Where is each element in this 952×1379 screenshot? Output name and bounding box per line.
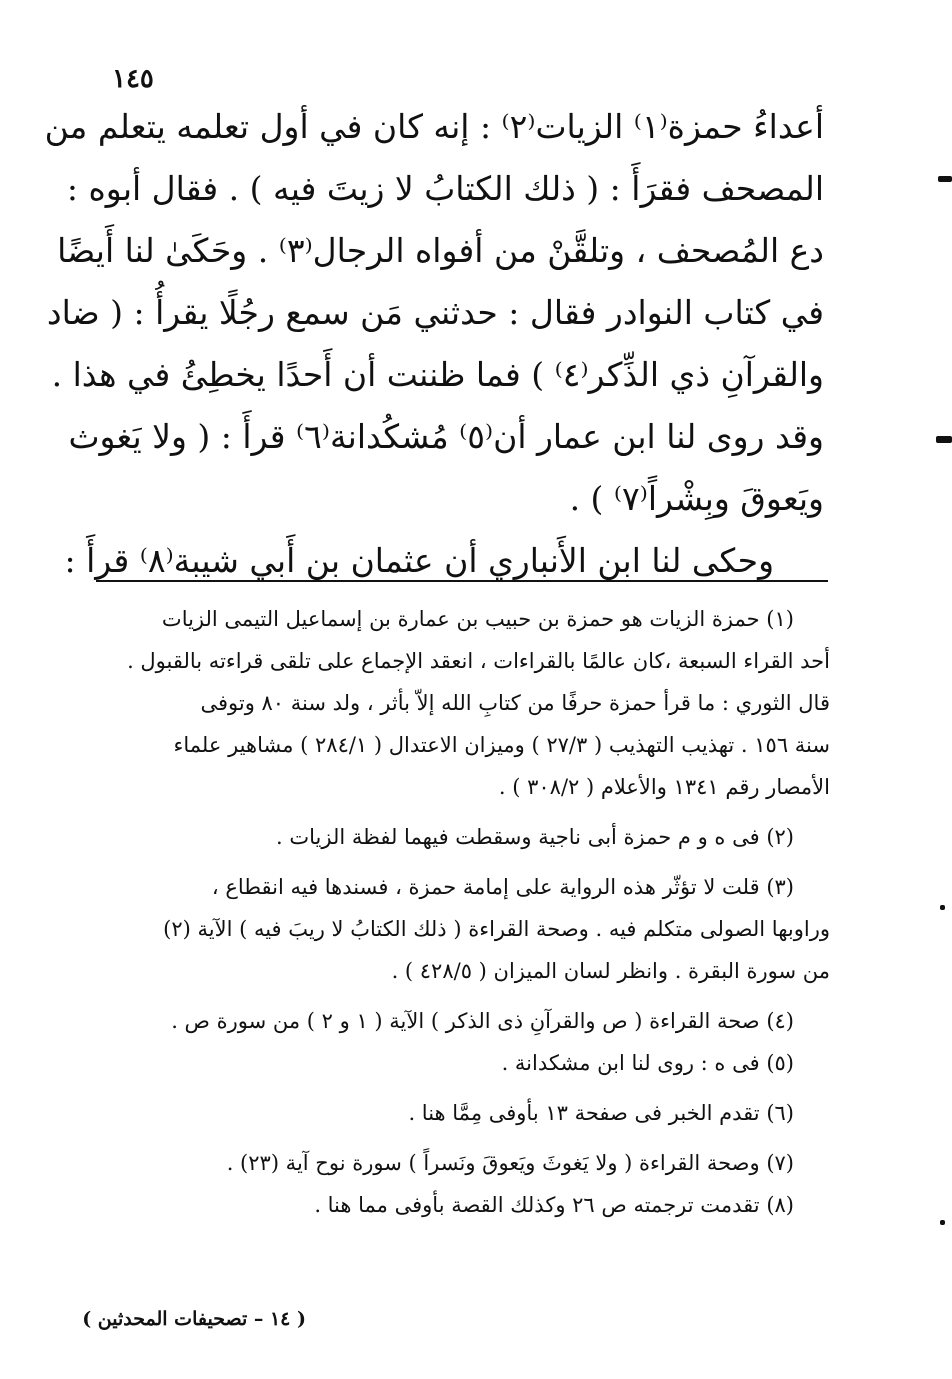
main-text-line: وحكى لنا ابن الأَنباري أن عثمان بن أَبي شيبة⁽٨⁾ قرأَ : (64, 541, 774, 580)
main-text-line: أعداءُ حمزة⁽١⁾ الزيات⁽٢⁾ : إنه كان في أول تعلمه يتعلم من (44, 107, 824, 146)
scan-edge-mark (936, 436, 952, 443)
footnote-line: (٥) فى ه : روى لنا ابن مشكدانة . (501, 1051, 794, 1075)
footnote-6 (100, 1092, 830, 1134)
main-text-line: والقرآنِ ذي الذِّكر⁽٤⁾ ) فما ظننت أن أَحدًا يخطِئُ في هذا . (51, 355, 824, 394)
footnotes (100, 598, 830, 1226)
footnote-1 (100, 598, 830, 808)
footnote-line: (٤) صحة القراءة ( ص والقرآنِ ذى الذكر ) الآية ( ١ و ٢ ) من سورة ص . (171, 1009, 794, 1033)
footnote-line: (١) حمزة الزيات هو حمزة بن حبيب بن عمارة بن إسماعيل التيمى الزيات (161, 607, 794, 631)
page-footer: ( ١٤ – تصحيفات المحدثين ) (82, 1308, 306, 1330)
page-number: ١٤٥ (112, 64, 154, 94)
scan-edge-mark (940, 1220, 945, 1225)
main-text-line: دع المُصحف ، وتلقَّنْ من أفواه الرجال⁽٣⁾ . وحَكَىٰ لنا أَيضًا (57, 231, 824, 270)
footnote-line: (٧) وصحة القراءة ( ولا يَغوثَ ويَعوقَ ونَسراً ) سورة نوح آية (٢٣) . (226, 1151, 794, 1175)
footnote-5 (100, 1042, 830, 1084)
footnote-3 (100, 866, 830, 992)
main-text (44, 96, 824, 592)
footnote-line: وراوبها الصولى متكلم فيه . وصحة القراءة ( ذلك الكتابُ لا ريبَ فيه ) الآية (٢) (163, 917, 830, 941)
footnote-line: الأمصار رقم ١٣٤١ والأعلام ( ٣٠٨/٢ ) . (498, 775, 830, 799)
footnote-line: (٣) قلت لا تؤثّر هذه الرواية على إمامة حمزة ، فسندها فيه انقطاع ، (211, 875, 794, 899)
main-text-line: في كتاب النوادر فقال : حدثني مَن سمع رجُلًا يقرأُ : ( ضاد (46, 293, 824, 332)
main-text-line: وقد روى لنا ابن عمار أن⁽٥⁾ مُشكُدانة⁽٦⁾ قرأَ : ( ولا يَغوث (68, 417, 824, 456)
footnote-line: سنة ١٥٦ . تهذيب التهذيب ( ٢٧/٣ ) وميزان الاعتدال ( ٢٨٤/١ ) مشاهير علماء (173, 733, 830, 757)
footnote-line: (٨) تقدمت ترجمته ص ٢٦ وكذلك القصة بأوفى مما هنا . (314, 1193, 794, 1217)
footnote-line: (٢) فى ه و م حمزة أبى ناجية وسقطت فيهما لفظة الزيات . (276, 825, 794, 849)
footnote-line: أحد القراء السبعة ،كان عالمًا بالقراءات ، انعقد الإجماع على تلقى قراءته بالقبول . (127, 649, 830, 673)
main-text-line: المصحف فقرَأَ : ( ذلك الكتابُ لا زيتَ فيه ) . فقال أبوه : (66, 169, 824, 208)
footnote-separator (96, 580, 828, 582)
scan-edge-mark (938, 176, 952, 182)
footnote-line: قال الثوري : ما قرأ حمزة حرفًا من كتابِ الله إلاّ بأثر ، ولد سنة ٨٠ وتوفى (200, 691, 830, 715)
footnote-2 (100, 816, 830, 858)
footnote-line: (٦) تقدم الخبر فى صفحة ١٣ بأوفى مِمَّا هنا . (408, 1101, 794, 1125)
main-text-line: ويَعوقَ وبِشْراً⁽٧⁾ ) . (569, 479, 824, 518)
scan-edge-mark (940, 905, 945, 910)
footnote-line: من سورة البقرة . وانظر لسان الميزان ( ٤٢٨/٥ ) . (391, 959, 830, 983)
footnote-7 (100, 1142, 830, 1184)
footnote-8 (100, 1184, 830, 1226)
footnote-4 (100, 1000, 830, 1042)
